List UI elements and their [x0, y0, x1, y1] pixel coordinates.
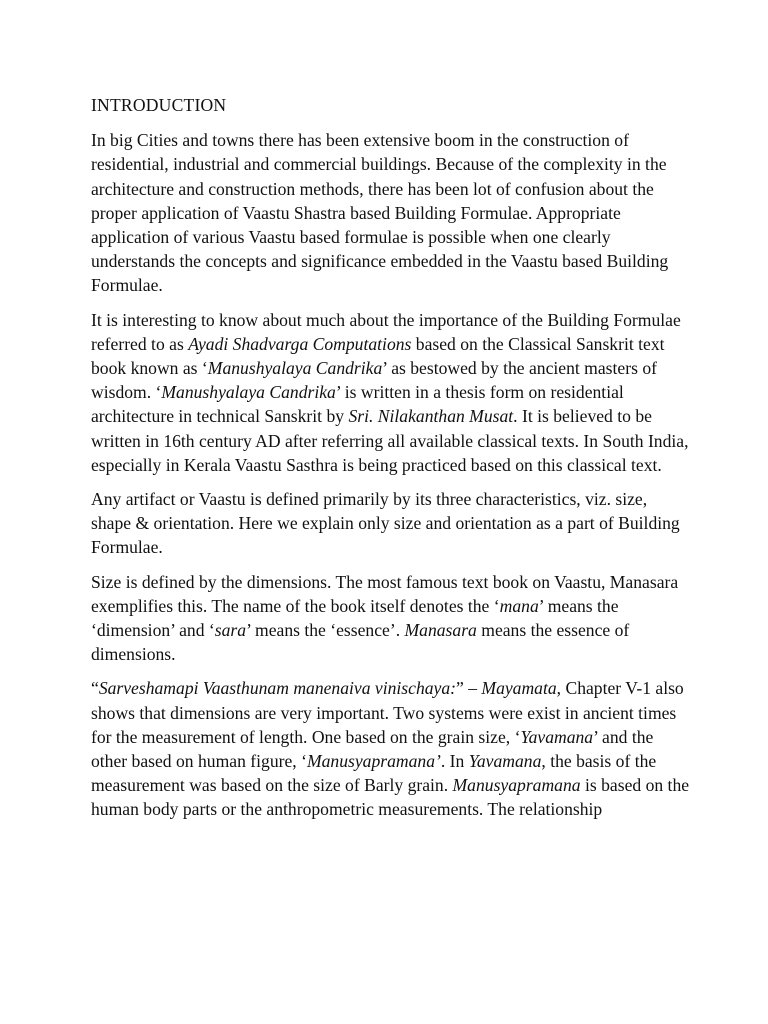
italic-term: Manusyapramana’ — [306, 751, 441, 772]
text-run: based on the Classical Sanskrit text book known as ‘ — [91, 333, 665, 379]
text-run: It is interesting to know about much about the importance of the Building Formulae referred to as — [91, 309, 681, 354]
italic-term: sara — [214, 620, 247, 641]
text-run: ’ as bestowed by the ancient masters of wisdom. ‘ — [91, 358, 657, 403]
italic-term: Manusyapramana — [452, 775, 581, 796]
paragraph-building-formulae — [91, 308, 691, 477]
text-run: , Chapter V-1 also shows that dimensions are very important. Two systems were exist in ancient times for the measurement of length. One based on the grain size, ‘ — [91, 678, 684, 747]
text-run: , the basis of the measurement was based on the size of Barly grain. — [91, 751, 657, 796]
text-run: . It is believed to be written in 16th century AD after referring all available classical texts. In South India, especially in Kerala Vaastu Sasthra is being practiced based on this classical text. — [91, 406, 689, 475]
text-run: ” – — [456, 678, 482, 699]
italic-term: Sri. Nilakanthan Musat — [348, 406, 514, 427]
italic-term: Sarveshamapi Vaasthunam manenaiva vinischaya: — [98, 678, 457, 699]
italic-term: Ayadi Shadvarga Computations — [188, 333, 412, 354]
paragraph-size — [91, 570, 691, 667]
italic-term: Manasara — [404, 620, 477, 641]
paragraph-characteristics: Any artifact or Vaastu is defined primarily by its three characteristics, viz. size, shape & orientation. Here we explain only size and orientation as a part of Building Formulae. — [91, 489, 680, 558]
text-run: ’ means the ‘dimension’ and ‘ — [91, 595, 619, 641]
text-run: ’ is written in a thesis form on residential architecture in technical Sanskrit by — [91, 382, 624, 427]
italic-term: Mayamata — [481, 678, 557, 699]
italic-term: Yavamana — [520, 726, 594, 747]
italic-term: Manushyalaya Candrika — [161, 382, 336, 403]
text-run: ’ and the other based on human figure, ‘ — [91, 726, 654, 772]
text-run: ’ means the ‘essence’. — [246, 620, 405, 641]
text-run: “ — [91, 678, 99, 699]
italic-term: mana — [499, 595, 539, 616]
section-heading: INTRODUCTION — [91, 95, 227, 115]
text-run: is based on the human body parts or the anthropometric measurements. The relationship — [91, 775, 690, 820]
text-run: means the essence of dimensions. — [91, 620, 630, 665]
document-page — [91, 93, 691, 832]
text-run: Size is defined by the dimensions. The most famous text book on Vaastu, Manasara exemplifies this. The name of the book itself denotes the ‘ — [91, 571, 679, 616]
italic-term: Manushyalaya Candrika — [207, 358, 383, 379]
text-run: . In — [440, 751, 469, 772]
italic-term: Yavamana — [468, 751, 542, 772]
paragraph-mayamata — [91, 676, 691, 821]
paragraph-intro: In big Cities and towns there has been extensive boom in the construction of residential, industrial and commercial buildings. Because of the complexity in the architecture and construction methods, there has been lot of confusion about the proper application of Vaastu Shastra based Building Formulae. Appropriate application of various Vaastu based formulae is possible when one clearly understands the concepts and significance embedded in the Vaastu based Building Formulae. — [91, 130, 669, 296]
